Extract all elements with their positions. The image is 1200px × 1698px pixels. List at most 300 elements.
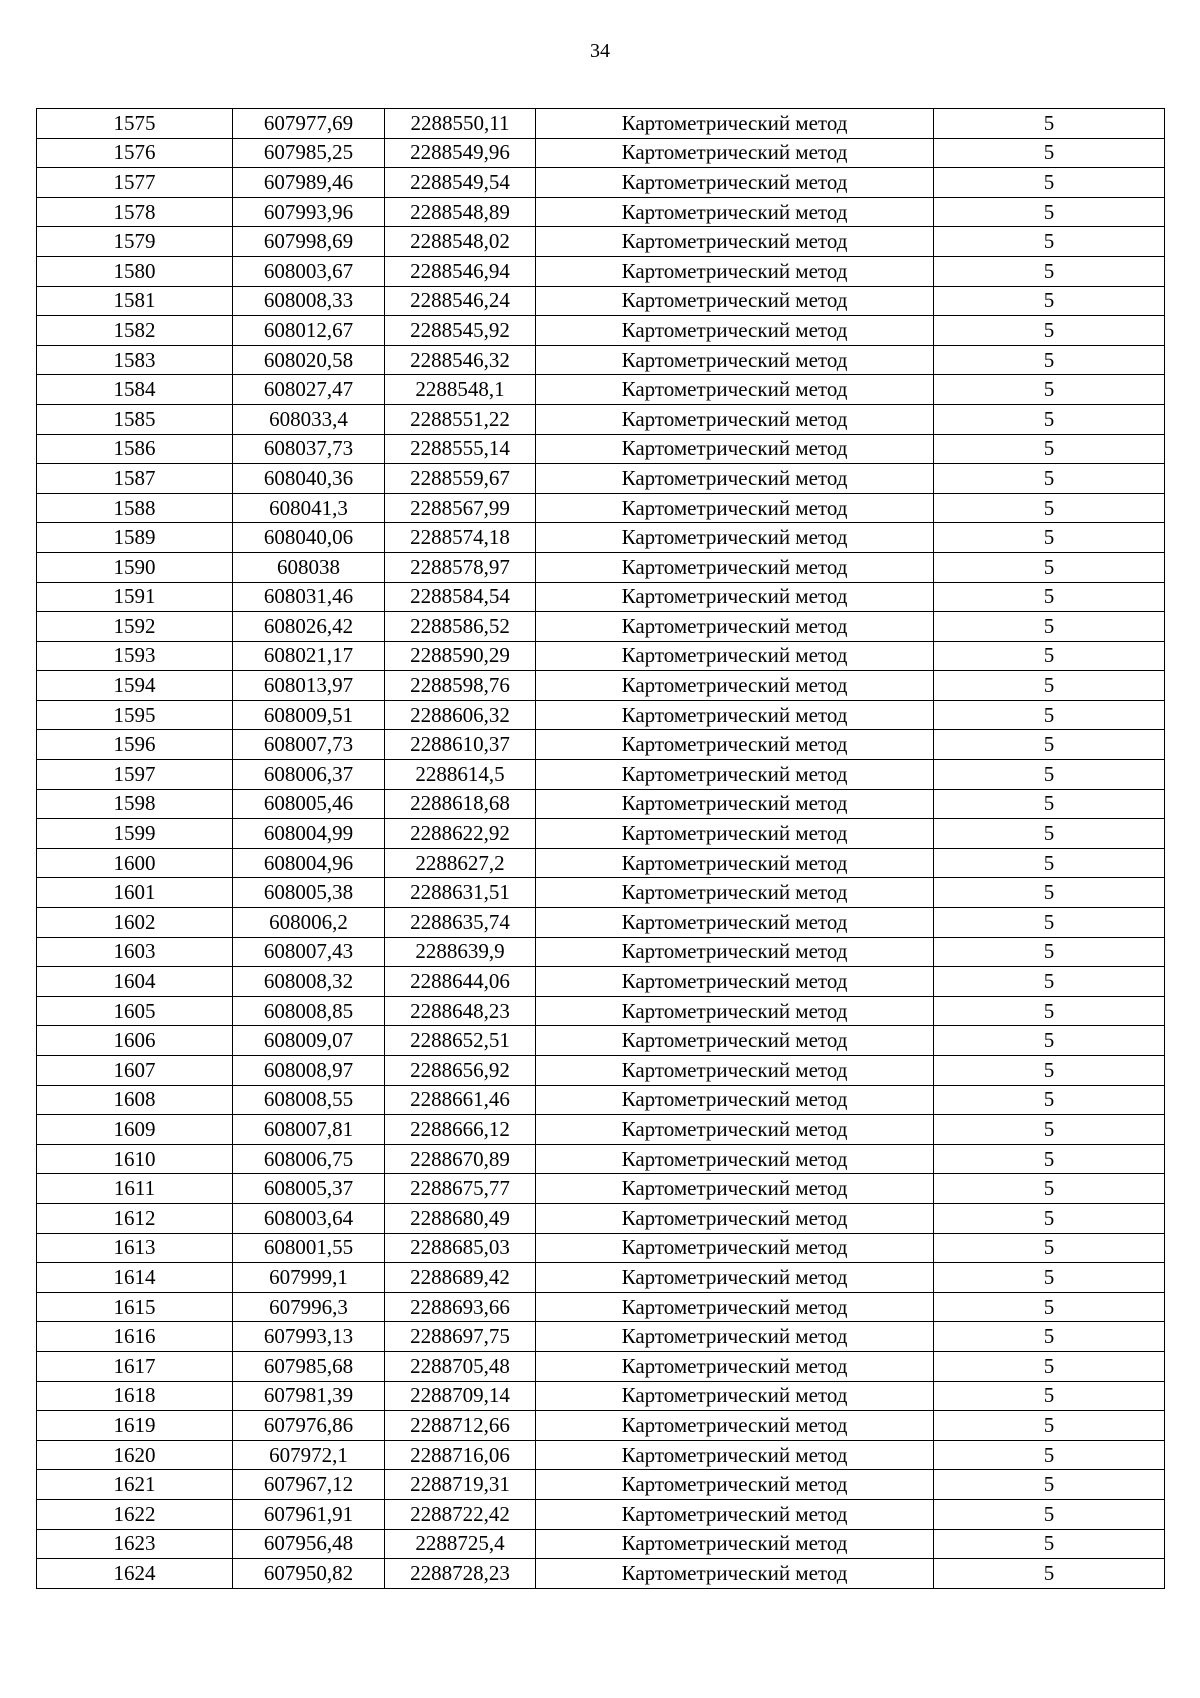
point-number-cell: 1621 [37, 1470, 233, 1500]
y-coordinate-cell: 2288716,06 [385, 1440, 536, 1470]
y-coordinate-cell: 2288693,66 [385, 1292, 536, 1322]
x-coordinate-cell: 608006,75 [233, 1144, 385, 1174]
table-row [37, 1292, 1165, 1322]
y-coordinate-cell: 2288618,68 [385, 789, 536, 819]
accuracy-cell: 5 [934, 641, 1165, 671]
accuracy-cell: 5 [934, 109, 1165, 139]
table-row [37, 760, 1165, 790]
y-coordinate-cell: 2288644,06 [385, 967, 536, 997]
point-number-cell: 1623 [37, 1529, 233, 1559]
y-coordinate-cell: 2288622,92 [385, 819, 536, 849]
table-row [37, 404, 1165, 434]
point-number-cell: 1622 [37, 1499, 233, 1529]
y-coordinate-cell: 2288574,18 [385, 523, 536, 553]
accuracy-cell: 5 [934, 1174, 1165, 1204]
table-row [37, 286, 1165, 316]
method-cell: Картометрический метод [536, 1529, 934, 1559]
method-cell: Картометрический метод [536, 1263, 934, 1293]
table-row [37, 1411, 1165, 1441]
point-number-cell: 1613 [37, 1233, 233, 1263]
table-row [37, 1174, 1165, 1204]
y-coordinate-cell: 2288689,42 [385, 1263, 536, 1293]
accuracy-cell: 5 [934, 1056, 1165, 1086]
point-number-cell: 1592 [37, 612, 233, 642]
table-row [37, 671, 1165, 701]
point-number-cell: 1602 [37, 908, 233, 938]
point-number-cell: 1597 [37, 760, 233, 790]
point-number-cell: 1606 [37, 1026, 233, 1056]
table-row [37, 1056, 1165, 1086]
accuracy-cell: 5 [934, 1292, 1165, 1322]
table-row [37, 197, 1165, 227]
accuracy-cell: 5 [934, 878, 1165, 908]
method-cell: Картометрический метод [536, 937, 934, 967]
x-coordinate-cell: 608006,37 [233, 760, 385, 790]
method-cell: Картометрический метод [536, 1411, 934, 1441]
y-coordinate-cell: 2288548,1 [385, 375, 536, 405]
table-row [37, 1263, 1165, 1293]
y-coordinate-cell: 2288548,02 [385, 227, 536, 257]
method-cell: Картометрический метод [536, 109, 934, 139]
x-coordinate-cell: 608040,06 [233, 523, 385, 553]
y-coordinate-cell: 2288639,9 [385, 937, 536, 967]
table-row [37, 345, 1165, 375]
method-cell: Картометрический метод [536, 552, 934, 582]
table-row [37, 700, 1165, 730]
x-coordinate-cell: 608009,51 [233, 700, 385, 730]
x-coordinate-cell: 608003,67 [233, 256, 385, 286]
method-cell: Картометрический метод [536, 1174, 934, 1204]
point-number-cell: 1587 [37, 464, 233, 494]
method-cell: Картометрический метод [536, 1559, 934, 1589]
y-coordinate-cell: 2288666,12 [385, 1115, 536, 1145]
point-number-cell: 1588 [37, 493, 233, 523]
method-cell: Картометрический метод [536, 1203, 934, 1233]
method-cell: Картометрический метод [536, 1144, 934, 1174]
table-row [37, 641, 1165, 671]
point-number-cell: 1604 [37, 967, 233, 997]
method-cell: Картометрический метод [536, 760, 934, 790]
accuracy-cell: 5 [934, 434, 1165, 464]
x-coordinate-cell: 608012,67 [233, 316, 385, 346]
table-row [37, 1085, 1165, 1115]
accuracy-cell: 5 [934, 1233, 1165, 1263]
point-number-cell: 1586 [37, 434, 233, 464]
accuracy-cell: 5 [934, 1381, 1165, 1411]
x-coordinate-cell: 608013,97 [233, 671, 385, 701]
table-row [37, 552, 1165, 582]
table-row [37, 493, 1165, 523]
accuracy-cell: 5 [934, 1411, 1165, 1441]
accuracy-cell: 5 [934, 1440, 1165, 1470]
table-row [37, 967, 1165, 997]
method-cell: Картометрический метод [536, 1351, 934, 1381]
x-coordinate-cell: 608041,3 [233, 493, 385, 523]
x-coordinate-cell: 608008,97 [233, 1056, 385, 1086]
method-cell: Картометрический метод [536, 1292, 934, 1322]
method-cell: Картометрический метод [536, 197, 934, 227]
method-cell: Картометрический метод [536, 1440, 934, 1470]
y-coordinate-cell: 2288548,89 [385, 197, 536, 227]
accuracy-cell: 5 [934, 552, 1165, 582]
table-row [37, 1115, 1165, 1145]
point-number-cell: 1576 [37, 138, 233, 168]
table-row [37, 256, 1165, 286]
x-coordinate-cell: 608027,47 [233, 375, 385, 405]
y-coordinate-cell: 2288586,52 [385, 612, 536, 642]
x-coordinate-cell: 607985,25 [233, 138, 385, 168]
x-coordinate-cell: 608038 [233, 552, 385, 582]
point-number-cell: 1611 [37, 1174, 233, 1204]
point-number-cell: 1585 [37, 404, 233, 434]
accuracy-cell: 5 [934, 138, 1165, 168]
method-cell: Картометрический метод [536, 1115, 934, 1145]
x-coordinate-cell: 608008,32 [233, 967, 385, 997]
y-coordinate-cell: 2288661,46 [385, 1085, 536, 1115]
method-cell: Картометрический метод [536, 256, 934, 286]
table-row [37, 937, 1165, 967]
x-coordinate-cell: 608006,2 [233, 908, 385, 938]
table-row [37, 1381, 1165, 1411]
table-row [37, 138, 1165, 168]
x-coordinate-cell: 608004,99 [233, 819, 385, 849]
method-cell: Картометрический метод [536, 434, 934, 464]
table-row [37, 1470, 1165, 1500]
accuracy-cell: 5 [934, 1085, 1165, 1115]
table-row [37, 819, 1165, 849]
y-coordinate-cell: 2288656,92 [385, 1056, 536, 1086]
x-coordinate-cell: 607976,86 [233, 1411, 385, 1441]
page-number: 34 [590, 40, 610, 62]
y-coordinate-cell: 2288610,37 [385, 730, 536, 760]
point-number-cell: 1607 [37, 1056, 233, 1086]
table-row [37, 1026, 1165, 1056]
table-row [37, 1144, 1165, 1174]
y-coordinate-cell: 2288722,42 [385, 1499, 536, 1529]
accuracy-cell: 5 [934, 730, 1165, 760]
point-number-cell: 1593 [37, 641, 233, 671]
x-coordinate-cell: 607950,82 [233, 1559, 385, 1589]
y-coordinate-cell: 2288719,31 [385, 1470, 536, 1500]
accuracy-cell: 5 [934, 1322, 1165, 1352]
point-number-cell: 1609 [37, 1115, 233, 1145]
table-row [37, 109, 1165, 139]
point-number-cell: 1619 [37, 1411, 233, 1441]
accuracy-cell: 5 [934, 582, 1165, 612]
accuracy-cell: 5 [934, 996, 1165, 1026]
x-coordinate-cell: 608009,07 [233, 1026, 385, 1056]
method-cell: Картометрический метод [536, 1056, 934, 1086]
table-row [37, 523, 1165, 553]
table-row [37, 1203, 1165, 1233]
y-coordinate-cell: 2288635,74 [385, 908, 536, 938]
method-cell: Картометрический метод [536, 612, 934, 642]
x-coordinate-cell: 607981,39 [233, 1381, 385, 1411]
method-cell: Картометрический метод [536, 730, 934, 760]
x-coordinate-cell: 607977,69 [233, 109, 385, 139]
accuracy-cell: 5 [934, 1529, 1165, 1559]
table-row [37, 434, 1165, 464]
accuracy-cell: 5 [934, 819, 1165, 849]
x-coordinate-cell: 607989,46 [233, 168, 385, 198]
x-coordinate-cell: 607998,69 [233, 227, 385, 257]
table-row [37, 1351, 1165, 1381]
y-coordinate-cell: 2288546,94 [385, 256, 536, 286]
method-cell: Картометрический метод [536, 1470, 934, 1500]
accuracy-cell: 5 [934, 1144, 1165, 1174]
x-coordinate-cell: 607985,68 [233, 1351, 385, 1381]
x-coordinate-cell: 608007,43 [233, 937, 385, 967]
point-number-cell: 1603 [37, 937, 233, 967]
method-cell: Картометрический метод [536, 404, 934, 434]
method-cell: Картометрический метод [536, 1322, 934, 1352]
point-number-cell: 1601 [37, 878, 233, 908]
x-coordinate-cell: 608007,81 [233, 1115, 385, 1145]
table-row [37, 730, 1165, 760]
accuracy-cell: 5 [934, 1026, 1165, 1056]
table-row [37, 464, 1165, 494]
y-coordinate-cell: 2288606,32 [385, 700, 536, 730]
x-coordinate-cell: 608008,85 [233, 996, 385, 1026]
accuracy-cell: 5 [934, 700, 1165, 730]
point-number-cell: 1591 [37, 582, 233, 612]
method-cell: Картометрический метод [536, 345, 934, 375]
y-coordinate-cell: 2288559,67 [385, 464, 536, 494]
table-row [37, 612, 1165, 642]
y-coordinate-cell: 2288550,11 [385, 109, 536, 139]
point-number-cell: 1578 [37, 197, 233, 227]
accuracy-cell: 5 [934, 404, 1165, 434]
method-cell: Картометрический метод [536, 819, 934, 849]
method-cell: Картометрический метод [536, 1085, 934, 1115]
method-cell: Картометрический метод [536, 316, 934, 346]
table-row [37, 1322, 1165, 1352]
accuracy-cell: 5 [934, 493, 1165, 523]
x-coordinate-cell: 608005,38 [233, 878, 385, 908]
table-row [37, 848, 1165, 878]
point-number-cell: 1615 [37, 1292, 233, 1322]
y-coordinate-cell: 2288578,97 [385, 552, 536, 582]
accuracy-cell: 5 [934, 612, 1165, 642]
accuracy-cell: 5 [934, 168, 1165, 198]
accuracy-cell: 5 [934, 375, 1165, 405]
y-coordinate-cell: 2288709,14 [385, 1381, 536, 1411]
table-row [37, 789, 1165, 819]
y-coordinate-cell: 2288680,49 [385, 1203, 536, 1233]
point-number-cell: 1580 [37, 256, 233, 286]
table-row [37, 1529, 1165, 1559]
point-number-cell: 1575 [37, 109, 233, 139]
y-coordinate-cell: 2288549,54 [385, 168, 536, 198]
accuracy-cell: 5 [934, 848, 1165, 878]
x-coordinate-cell: 608026,42 [233, 612, 385, 642]
table-row [37, 316, 1165, 346]
method-cell: Картометрический метод [536, 1233, 934, 1263]
x-coordinate-cell: 607996,3 [233, 1292, 385, 1322]
table-row [37, 227, 1165, 257]
method-cell: Картометрический метод [536, 582, 934, 612]
x-coordinate-cell: 608005,46 [233, 789, 385, 819]
x-coordinate-cell: 608037,73 [233, 434, 385, 464]
y-coordinate-cell: 2288648,23 [385, 996, 536, 1026]
y-coordinate-cell: 2288549,96 [385, 138, 536, 168]
y-coordinate-cell: 2288675,77 [385, 1174, 536, 1204]
y-coordinate-cell: 2288728,23 [385, 1559, 536, 1589]
accuracy-cell: 5 [934, 1559, 1165, 1589]
accuracy-cell: 5 [934, 967, 1165, 997]
method-cell: Картометрический метод [536, 1026, 934, 1056]
point-number-cell: 1614 [37, 1263, 233, 1293]
y-coordinate-cell: 2288551,22 [385, 404, 536, 434]
method-cell: Картометрический метод [536, 523, 934, 553]
accuracy-cell: 5 [934, 789, 1165, 819]
table-row [37, 1499, 1165, 1529]
point-number-cell: 1581 [37, 286, 233, 316]
y-coordinate-cell: 2288546,24 [385, 286, 536, 316]
y-coordinate-cell: 2288590,29 [385, 641, 536, 671]
accuracy-cell: 5 [934, 316, 1165, 346]
x-coordinate-cell: 608021,17 [233, 641, 385, 671]
y-coordinate-cell: 2288652,51 [385, 1026, 536, 1056]
x-coordinate-cell: 608020,58 [233, 345, 385, 375]
point-number-cell: 1600 [37, 848, 233, 878]
x-coordinate-cell: 608033,4 [233, 404, 385, 434]
method-cell: Картометрический метод [536, 227, 934, 257]
accuracy-cell: 5 [934, 256, 1165, 286]
method-cell: Картометрический метод [536, 996, 934, 1026]
method-cell: Картометрический метод [536, 286, 934, 316]
accuracy-cell: 5 [934, 1470, 1165, 1500]
point-number-cell: 1620 [37, 1440, 233, 1470]
accuracy-cell: 5 [934, 523, 1165, 553]
accuracy-cell: 5 [934, 908, 1165, 938]
accuracy-cell: 5 [934, 345, 1165, 375]
x-coordinate-cell: 608001,55 [233, 1233, 385, 1263]
method-cell: Картометрический метод [536, 168, 934, 198]
method-cell: Картометрический метод [536, 493, 934, 523]
accuracy-cell: 5 [934, 1203, 1165, 1233]
table-row [37, 1233, 1165, 1263]
y-coordinate-cell: 2288670,89 [385, 1144, 536, 1174]
x-coordinate-cell: 607993,96 [233, 197, 385, 227]
accuracy-cell: 5 [934, 1351, 1165, 1381]
accuracy-cell: 5 [934, 760, 1165, 790]
method-cell: Картометрический метод [536, 464, 934, 494]
accuracy-cell: 5 [934, 197, 1165, 227]
point-number-cell: 1624 [37, 1559, 233, 1589]
point-number-cell: 1590 [37, 552, 233, 582]
x-coordinate-cell: 608008,33 [233, 286, 385, 316]
point-number-cell: 1617 [37, 1351, 233, 1381]
x-coordinate-cell: 607961,91 [233, 1499, 385, 1529]
y-coordinate-cell: 2288555,14 [385, 434, 536, 464]
x-coordinate-cell: 608008,55 [233, 1085, 385, 1115]
method-cell: Картометрический метод [536, 375, 934, 405]
table-row [37, 996, 1165, 1026]
x-coordinate-cell: 607972,1 [233, 1440, 385, 1470]
x-coordinate-cell: 607999,1 [233, 1263, 385, 1293]
method-cell: Картометрический метод [536, 848, 934, 878]
y-coordinate-cell: 2288705,48 [385, 1351, 536, 1381]
point-number-cell: 1582 [37, 316, 233, 346]
y-coordinate-cell: 2288712,66 [385, 1411, 536, 1441]
coordinates-table [36, 108, 1165, 1589]
x-coordinate-cell: 608005,37 [233, 1174, 385, 1204]
point-number-cell: 1589 [37, 523, 233, 553]
point-number-cell: 1605 [37, 996, 233, 1026]
coordinates-table-body [37, 109, 1165, 1589]
accuracy-cell: 5 [934, 1499, 1165, 1529]
y-coordinate-cell: 2288631,51 [385, 878, 536, 908]
table-row [37, 375, 1165, 405]
point-number-cell: 1612 [37, 1203, 233, 1233]
method-cell: Картометрический метод [536, 700, 934, 730]
accuracy-cell: 5 [934, 1263, 1165, 1293]
table-row [37, 1559, 1165, 1589]
y-coordinate-cell: 2288614,5 [385, 760, 536, 790]
accuracy-cell: 5 [934, 937, 1165, 967]
y-coordinate-cell: 2288725,4 [385, 1529, 536, 1559]
y-coordinate-cell: 2288545,92 [385, 316, 536, 346]
x-coordinate-cell: 607967,12 [233, 1470, 385, 1500]
table-row [37, 908, 1165, 938]
point-number-cell: 1594 [37, 671, 233, 701]
y-coordinate-cell: 2288598,76 [385, 671, 536, 701]
method-cell: Картометрический метод [536, 641, 934, 671]
point-number-cell: 1583 [37, 345, 233, 375]
point-number-cell: 1599 [37, 819, 233, 849]
method-cell: Картометрический метод [536, 138, 934, 168]
point-number-cell: 1608 [37, 1085, 233, 1115]
method-cell: Картометрический метод [536, 1499, 934, 1529]
y-coordinate-cell: 2288584,54 [385, 582, 536, 612]
method-cell: Картометрический метод [536, 789, 934, 819]
method-cell: Картометрический метод [536, 671, 934, 701]
x-coordinate-cell: 608031,46 [233, 582, 385, 612]
point-number-cell: 1598 [37, 789, 233, 819]
method-cell: Картометрический метод [536, 1381, 934, 1411]
y-coordinate-cell: 2288685,03 [385, 1233, 536, 1263]
table-row [37, 168, 1165, 198]
method-cell: Картометрический метод [536, 967, 934, 997]
y-coordinate-cell: 2288627,2 [385, 848, 536, 878]
table-row [37, 878, 1165, 908]
x-coordinate-cell: 608003,64 [233, 1203, 385, 1233]
point-number-cell: 1596 [37, 730, 233, 760]
point-number-cell: 1579 [37, 227, 233, 257]
y-coordinate-cell: 2288567,99 [385, 493, 536, 523]
accuracy-cell: 5 [934, 227, 1165, 257]
point-number-cell: 1618 [37, 1381, 233, 1411]
point-number-cell: 1584 [37, 375, 233, 405]
method-cell: Картометрический метод [536, 878, 934, 908]
accuracy-cell: 5 [934, 1115, 1165, 1145]
point-number-cell: 1610 [37, 1144, 233, 1174]
point-number-cell: 1595 [37, 700, 233, 730]
point-number-cell: 1616 [37, 1322, 233, 1352]
table-row [37, 582, 1165, 612]
accuracy-cell: 5 [934, 464, 1165, 494]
x-coordinate-cell: 608007,73 [233, 730, 385, 760]
x-coordinate-cell: 608040,36 [233, 464, 385, 494]
point-number-cell: 1577 [37, 168, 233, 198]
x-coordinate-cell: 608004,96 [233, 848, 385, 878]
x-coordinate-cell: 607956,48 [233, 1529, 385, 1559]
accuracy-cell: 5 [934, 286, 1165, 316]
x-coordinate-cell: 607993,13 [233, 1322, 385, 1352]
y-coordinate-cell: 2288697,75 [385, 1322, 536, 1352]
method-cell: Картометрический метод [536, 908, 934, 938]
